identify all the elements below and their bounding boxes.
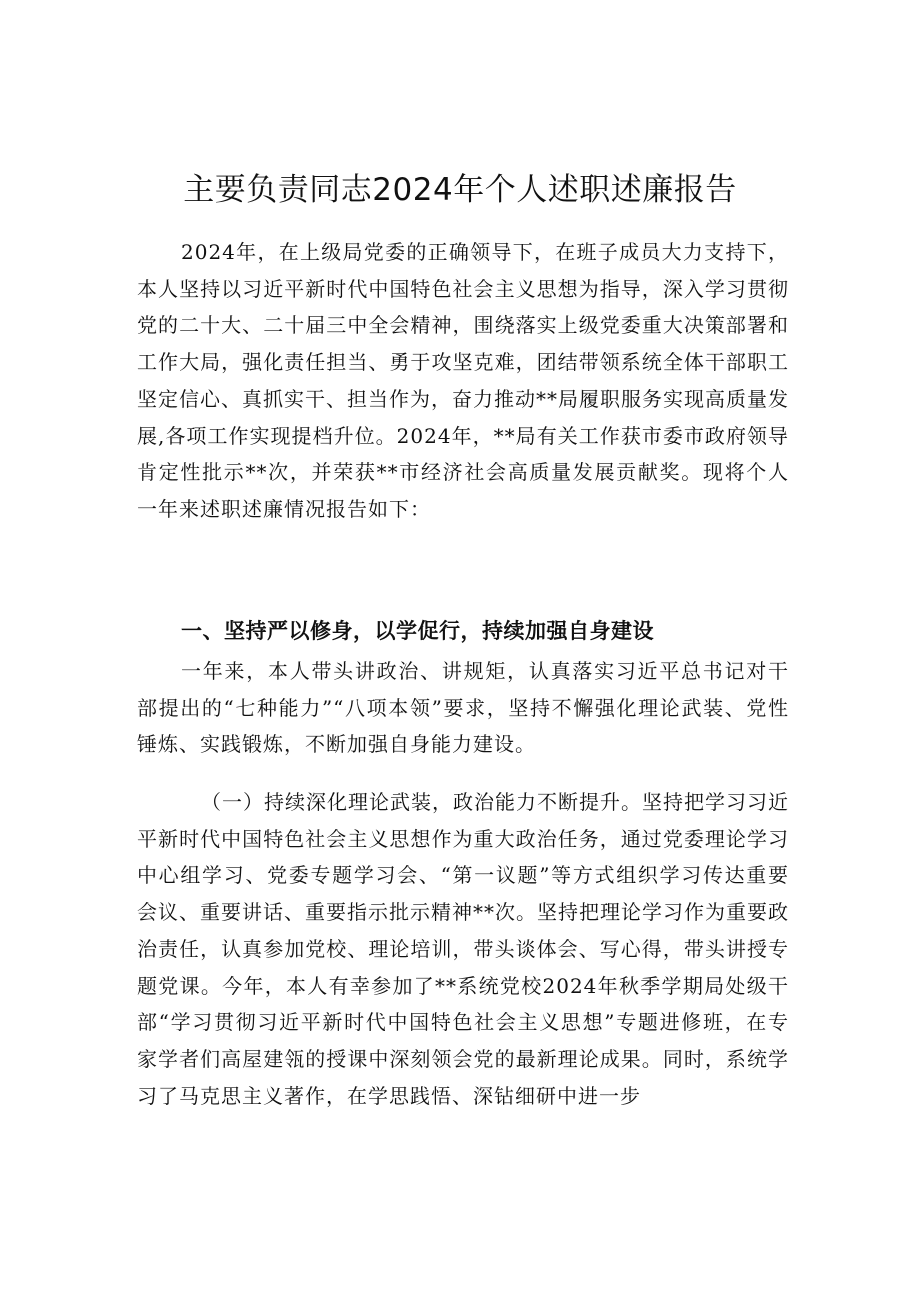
document-title: 主要负责同志2024年个人述职述廉报告	[183, 172, 737, 208]
subsection-lead: （一）持续深化理论武装，政治能力不断提升。	[201, 790, 642, 814]
section-paragraph: 一年来，本人带头讲政治、讲规矩，认真落实习近平总书记对干部提出的“七种能力”“八项本领”要求，坚持不懈强化理论武装、党性锤炼、实践锻炼，不断加强自身能力建设。	[137, 659, 789, 757]
intro-paragraph: 2024年，在上级局党委的正确领导下，在班子成员大力支持下，本人坚持以习近平新时代中国特色社会主义思想为指导，深入学习贯彻党的二十大、二十届三中全会精神，围绕落实上级党委重大决策部署和工作大局，强化责任担当、勇于攻坚克难，团结带领系统全体干部职工坚定信心、真抓实干、担当作为，奋力推动**局履职服务实现高质量发展,各项工作实现提档升位。2024年，**局有关工作获市委市政府领导肯定性批示**次，并荣获**市经济社会高质量发展贡献奖。现将个人一年来述职述廉情况报告如下：	[137, 240, 789, 521]
subsection-body: 坚持把学习习近平新时代中国特色社会主义思想作为重大政治任务，通过党委理论学习中心组学习、党委专题学习会、“第一议题”等方式组织学习传达重要会议、重要讲话、重要指示批示精神**次。坚持把理论学习作为重要政治责任，认真参加党校、理论培训，带头谈体会、写心得，带头讲授专题党课。今年，本人有幸参加了**系统党校2024年秋季学期局处级干部“学习贯彻习近平新时代中国特色社会主义思想”专题进修班，在专家学者们高屋建瓴的授课中深刻领会党的最新理论成果。同时，系统学习了马克思主义著作，在学思践悟、深钻细研中进一步	[137, 790, 789, 1108]
subsection-paragraph	[137, 784, 789, 1114]
section-heading: 一、坚持严以修身，以学促行，持续加强自身建设	[181, 619, 654, 643]
